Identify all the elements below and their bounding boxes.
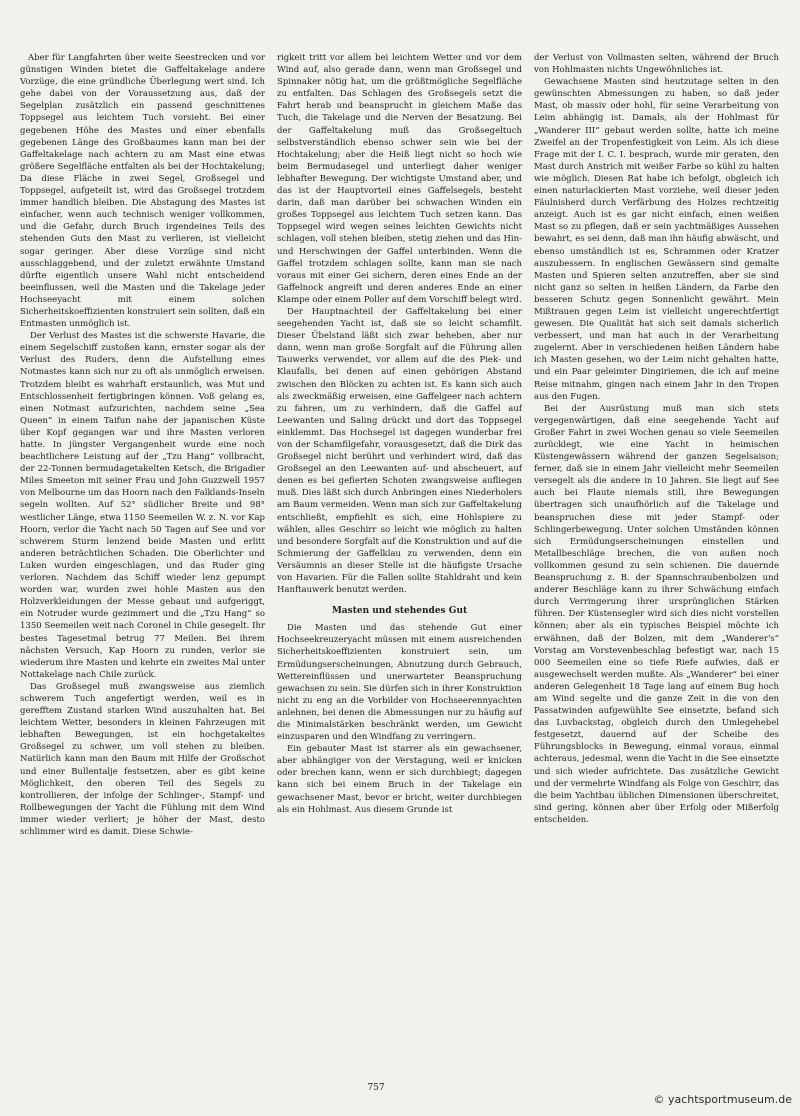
paragraph: Aber für Langfahrten über weite Seestrecken und vor günstigen Winden bietet die Gaffeltakelage andere Vorzüge, die eine gründliche Überlegung wert sind. Ich gehe dabei von der Voraussetzung aus, daß der Segelplan zusätzlich ein passend geschnittenes Toppsegel aus leichtem Tuch vorsieht. Bei einer gegebenen Höhe des Mastes und einer ebenfalls gegebenen Länge des Großbaumes kann man bei der Gaffeltakelage nach achtern zu am Mast eine etwas größere Segelfläche entfalten als bei der Hochtakelung; Da diese Fläche in zwei Segel, Großsegel und Toppsegel, aufgeteilt ist, wird das Großsegel trotzdem immer handlich bleiben. Die Abstagung des Mastes ist einfacher, wenn auch technisch weniger vollkommen, und die Gefahr, durch Bruch irgendeines Teils des stehenden Guts den Mast zu verlieren, ist vielleicht sogar geringer. Aber diese Vorzüge sind nicht ausschlaggebend, und der zuletzt erwähnte Umstand dürfte eigentlich unsere Wahl nicht entscheidend beeinflussen, weil die Masten und die Takelage jeder Hochseeyacht mit einem solchen Sicherheitskoeffizienten konstruiert sein sollten, daß ein Entmasten unmöglich ist. [20,53,265,330]
column-middle [277,52,522,1072]
article-page [20,52,780,1072]
paragraph: Ein gebauter Mast ist starrer als ein gewachsener, aber abhängiger von der Verstagung, weil er knicken oder brechen kann, wenn er sich durchbiegt; dagegen kann sich bei einem Bruch in der Takelage ein gewachsener Mast, bevor er bricht, weiter durchbiegen als ein Hohlmast. Aus diesem Grunde ist [277,744,522,815]
column-right [534,52,779,1072]
paragraph: Der Verlust des Mastes ist die schwerste Havarie, die einem Segelschiff zustoßen kann, ernster sogar als der Verlust des Ruders, denn die Aufstellung eines Notmastes kann sich nur zu oft als unmöglich erweisen. Trotzdem bleibt es wahrhaft erstaunlich, was Mut und Entschlossenheit fertigbringen können. Voß gelang es, einen Notmast aufzurichten, nachdem seine „Sea Queen“ in einem Taifun nahe der japanischen Küste über Kopf gegangen war und ihre Masten verloren hatte. In jüngster Vergangenheit wurde eine noch beachtlichere Leistung auf der „Tzu Hang“ vollbracht, der 22-Tonnen bermudagetakelten Ketsch, die Brigadier Miles Smeeton mit seiner Frau und John Guzzwell 1957 von Melbourne um das Hoorn nach den Falklands-Inseln segeln wollten. Auf 52° südlicher Breite und 98° westlicher Länge, etwa 1150 Seemeilen W. z. N. vor Kap Hoorn, verlor die Yacht nach 50 Tagen auf See und vor schwerem Sturm lenzend beide Masten und erlitt anderen beträchtlichen Schaden. Die Oberlichter und Luken wurden eingeschlagen, und das Ruder ging verloren. Nachdem das Schiff wieder lenz gepumpt worden war, wurden zwei hohle Masten aus den Holzverkleidungen der Messe gebaut und aufgeriggt, ein Notruder wurde gezimmert und die „Tzu Hang“ so 1350 Seemeilen weit nach Coronel in Chile gesegelt. Ihr bestes Tagesetmal betrug 77 Meilen. Bei ihrem nächsten Versuch, Kap Hoorn zu runden, verlor sie wiederum ihre Masten und kehrte ein zweites Mal unter Nottakelage nach Chile zurück. [20,331,265,680]
section-heading: Masten und stehendes Gut [331,606,468,617]
paragraph: Gewachsene Masten sind heutzutage selten in den gewünschten Abmessungen zu haben, so daß jeder Mast, ob massiv oder hohl, für seine Verarbeitung von Leim abhängig ist. Damals, als der Hohlmast für „Wanderer III“ gebaut werden sollte, hatte ich meine Zweifel an der Tropenfestigkeit von Leim. Als ich diese Frage mit der I. C. I. besprach, wurde mir geraten, den Mast durch Anstrich mit weißer Farbe so kühl zu halten wie möglich. Diesen Rat habe ich befolgt, obgleich ich einen naturlackierten Mast vorziehe, weil dieser jeden Fäulnisherd durch Verfärbung des Holzes rechtzeitig anzeigt. Auch ist es gar nicht einfach, einen weißen Mast so zu pflegen, daß er sein yachtmäßiges Aussehen bewahrt, es sei denn, daß man ihn häufig abwäscht, und ebenso umständlich ist es, Schrammen oder Kratzer auszubessern. In englischen Gewässern sind gemalte Masten und Spieren selten anzutreffen, aber sie sind nicht ganz so selten in heißen Ländern, da Farbe den besseren Schutz gegen Sonnenlicht gewährt. Mein Mißtrauen gegen Leim ist vielleicht ungerechtfertigt gewesen. Die Qualität hat sich seit damals sicherlich verbessert, und man hat auch in der Verarbeitung zugelernt. Aber in verschiedenen heißen Ländern habe ich Masten gesehen, wo der Leim nicht gehalten hatte, und ein Paar geleimter Dingiriemen, die ich auf meine Reise mitnahm, gingen nach einem Jahr in den Tropen aus den Fugen. [534,77,779,402]
paragraph: der Verlust von Vollmasten selten, während der Bruch von Hohlmasten nichts Ungewöhnliches ist. [534,53,779,76]
column-left [20,52,265,1072]
paragraph: rigkeit tritt vor allem bei leichtem Wetter und vor dem Wind auf, also gerade dann, wenn man Großsegel und Spinnaker nötig hat, um die größtmögliche Segelfläche zu entfalten. Das Schlagen des Großsegels setzt die Fahrt herab und beansprucht in gleichem Maße das Tuch, die Takelage und die Nerven der Besatzung. Bei der Gaffeltakelung muß das Großsegeltuch selbstverständlich ebenso schwer sein wie bei der Hochtakelung; aber die Heiß liegt nicht so hoch wie beim Bermudasegel und unterliegt daher weniger lebhafter Bewegung. Der wichtigste Umstand aber, und das ist der Hauptvorteil eines Gaffelsegels, besteht darin, daß man darüber bei schwachen Winden ein großes Toppsegel aus leichtem Tuch setzen kann. Das Toppsegel wird wegen seines leichten Gewichts nicht schlagen, voll stehen bleiben, stetig ziehen und das Hin- und Herschwingen der Gaffel unterbinden. Wenn die Gaffel trotzdem schlagen sollte, kann man sie nach voraus mit einer Gei sichern, deren eines Ende an der Gaffelnock angreift und deren anderes Ende an einer Klampe oder einem Poller auf dem Vorschiff belegt wird. [277,53,522,305]
paragraph: Bei der Ausrüstung muß man sich stets vergegenwärtigen, daß eine seegehende Yacht auf Großer Fahrt in zwei Wochen genau so viele Seemeilen zurücklegt, wie eine Yacht in heimischen Küstengewässern während der ganzen Segelsaison; ferner, daß sie in einem Jahr vielleicht mehr Seemeilen versegelt als die andere in 10 Jahren. Sie liegt auf See auch bei Flaute niemals still, ihre Bewegungen übertragen sich unaufhörlich auf die Takelage und beanspruchen diese mit jeder Stampf- oder Schlingerbewegung. Unter solchen Umständen können sich Ermüdungserscheinungen einstellen und Metallbeschläge brechen, die von außen noch vollkommen gesund zu sein schienen. Die dauernde Beanspruchung z. B. der Spannschraubenbolzen und anderer Beschläge kann zu ihrer Schwächung einfach durch Verringerung ihrer ursprünglichen Stärken führen. Der Küstensegler wird sich dies nicht vorstellen können; aber als ein typisches Beispiel möchte ich erwähnen, daß der Bolzen, mit dem „Wanderer's“ Vorstag am Vorstevenbeschlag befestigt war, nach 15 000 Seemeilen eine so tiefe Riefe aufwies, daß er ausgewechselt werden mußte. Als „Wanderer“ bei einer anderen Gelegenheit 18 Tage lang auf einem Bug hoch am Wind segelte und die ganze Zeit in die von den Passatwinden aufgewühlte See einsetzte, befand sich das Luvbackstag, obgleich durch den Umlegehebel festgesetzt, dauernd auf der Scheibe des Führungsblocks in Bewegung, einmal voraus, einmal achteraus, jedesmal, wenn die Yacht in die See einsetzte und sich wieder aufrichtete. Das zusätzliche Gewicht und der vermehrte Windfang als Folge von Geschirr, das die beim Yachtbau üblichen Dimensionen überschreitet, sind gering, können aber über Erfolg oder Mißerfolg entscheiden. [534,403,779,825]
page-number: 757 [367,1083,385,1093]
paragraph: Das Großsegel muß zwangsweise aus ziemlich schwerem Tuch angefertigt werden, weil es in gerefftem Zustand starken Wind auszuhalten hat. Bei leichtem Wetter, besonders in kleinen Fahrzeugen mit lebhaften Bewegungen, ist ein hochgetakeltes Großsegel zu schwer, um voll stehen zu bleiben. Natürlich kann man den Baum mit Hilfe der Großschot und einer Bullentalje festsetzen, aber es gibt keine Möglichkeit, den oberen Teil des Segels zu kontrollieren, der infolge der Schlinger-, Stampf- und Rollbewegungen der Yacht die Fühlung mit dem Wind immer wieder verliert; je höher der Mast, desto schlimmer wird es damit. Diese Schwie- [20,681,265,837]
watermark: © yachtsportmuseum.de [653,1093,792,1106]
paragraph: Die Masten und das stehende Gut einer Hochseekreuzeryacht müssen mit einem ausreichenden Sicherheitskoeffizienten konstruiert sein, um Ermüdungserscheinungen, Abnutzung durch Gebrauch, Wettereinflüssen und unerwarteter Beanspruchung gewachsen zu sein. Sie dürfen sich in ihrer Konstruktion nicht zu eng an die Vorbilder von Hochseerennyachten anlehnen, bei denen die Abmessungen nur zu häufig auf die Minimalstärken beschränkt werden, um Gewicht einzusparen und den Windfang zu verringern. [277,623,522,743]
paragraph: Der Hauptnachteil der Gaffeltakelung bei einer seegehenden Yacht ist, daß sie so leicht schamfilt. Dieser Übelstand läßt sich zwar beheben, aber nur dann, wenn man große Sorgfalt auf die Führung allen Tauwerks verwendet, vor allem auf die des Piek- und Klaufalls, bei denen auf einen gehörigen Abstand zwischen den Blöcken zu achten ist. Es kann sich auch als zweckmäßig erweisen, eine Gaffelgeer nach achtern zu fahren, um zu verhindern, daß die Gaffel auf Leewanten und Saling drückt und dort das Toppsegel einklemmt. Das Hochsegel ist dagegen wunderbar frei von der Schamfilgefahr, vorausgesetzt, daß die Dirk das Großsegel nicht berührt und verhindert wird, daß das Großsegel an den Leewanten auf- und abscheuert, auf denen es bei gefierten Schoten zwangsweise aufliegen muß. Dies läßt sich durch Anbringen eines Niederholers am Baum vermeiden. Wenn man sich zur Gaffeltakelung entschließt, empfiehlt es sich, eine Hohlspiere zu wählen, alles Geschirr so leicht wie möglich zu halten und besondere Sorgfalt auf die Konstruktion und auf die Schmierung der Gaffelklau zu verwenden, denn ein Versäumnis an dieser Stelle ist die häufigste Ursache von Havarien. Für die Fallen sollte Stahldraht und kein Hanftauwerk benutzt werden. [277,306,522,596]
